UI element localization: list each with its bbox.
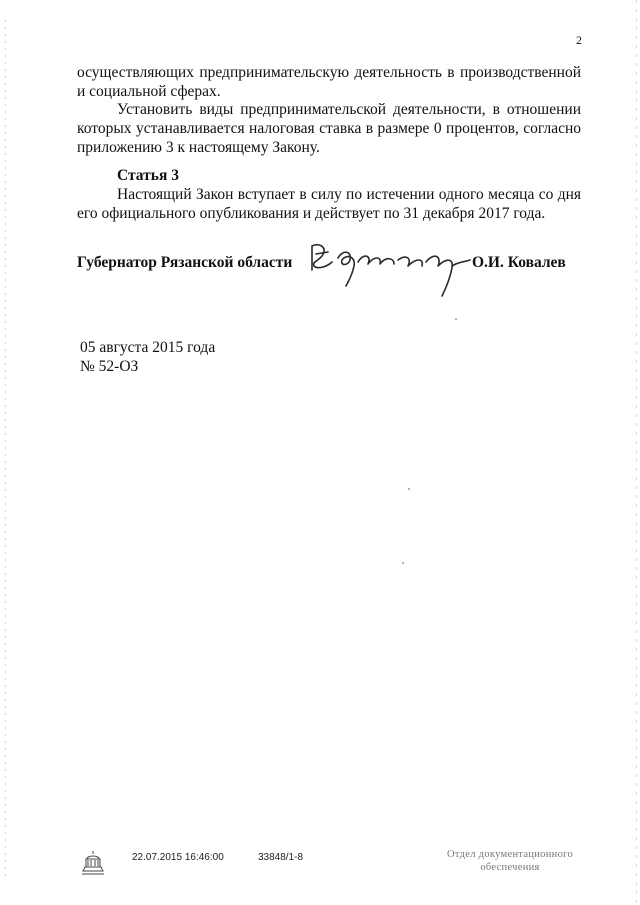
law-number: № 52-ОЗ <box>80 358 139 375</box>
paragraph-text: Установить виды предпринимательской деятельности, в отношении которых устанавливается налоговая ставка в размере 0 процентов, согласно приложению 3 к настоящему Закону. <box>77 101 581 156</box>
paragraph-activity-types <box>77 100 581 157</box>
department-stamp <box>432 848 588 874</box>
emblem-icon <box>80 849 106 875</box>
paragraph-text: Настоящий Закон вступает в силу по истечении одного месяца со дня его официального опубликования и действует по 31 декабря 2017 года. <box>77 186 581 222</box>
article-heading: Статья 3 <box>117 167 179 184</box>
footer-registration-number: 33848/1-8 <box>258 852 304 863</box>
paragraph-continuation <box>77 63 581 101</box>
scan-speck <box>408 488 410 490</box>
scan-edge-right <box>636 0 637 905</box>
scan-speck <box>455 318 457 320</box>
page-number: 2 <box>576 33 582 47</box>
paragraph-text: осуществляющих предпринимательскую деятельность в производственной и социальной сферах. <box>77 64 581 100</box>
signing-date: 05 августа 2015 года <box>80 339 216 356</box>
scan-edge-left <box>5 20 6 880</box>
scan-speck <box>402 562 404 564</box>
signatory-title: Губернатор Рязанской области <box>77 254 293 271</box>
stamp-line: обеспечения <box>480 862 540 873</box>
signatory-name: О.И. Ковалев <box>472 254 566 271</box>
footer-timestamp: 22.07.2015 16:46:00 <box>132 852 224 863</box>
handwritten-signature <box>302 232 474 302</box>
paragraph-entry-into-force <box>77 185 581 223</box>
stamp-line: Отдел документационного <box>446 849 574 860</box>
